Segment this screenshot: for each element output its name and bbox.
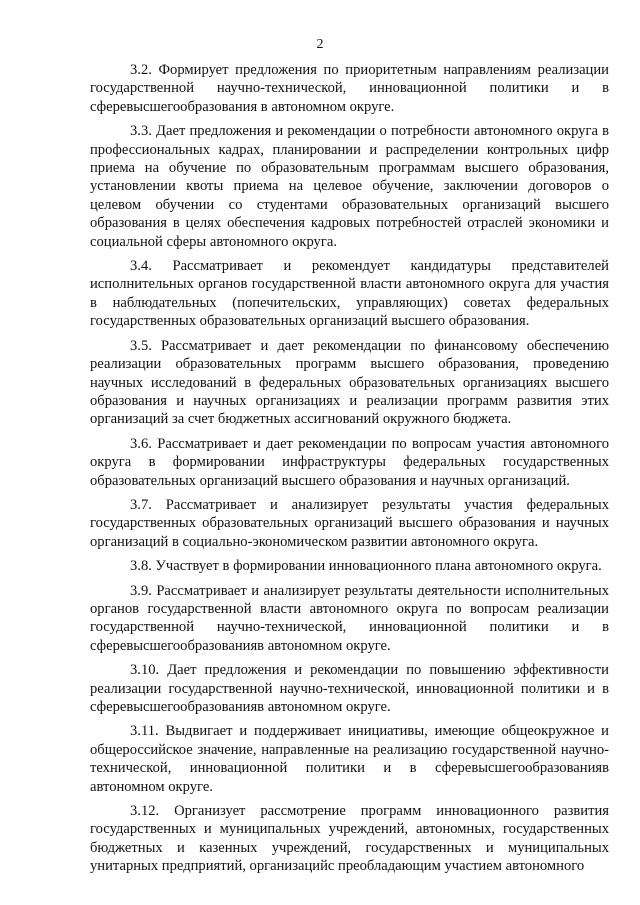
paragraph-3-5: 3.5. Рассматривает и дает рекомендации по финансовому обеспечению реализации образовательных программ высшего образования, проведению научных исследований в федеральных образовательных организациях высшего образования и научных организациях и реализации программ развития этих организаций за счет бюджетных ассигнований окружного бюджета.: [90, 337, 609, 428]
paragraph-3-3: 3.3. Дает предложения и рекомендации о потребности автономного округа в профессиональных кадрах, планировании и распределении контрольных цифр приема на обучение по образовательным программам высшего образования, установлении квоты приема на целевое обучение, заключении договоров о целевом обучении со студентами образовательных организаций высшего образования в целях обеспечения кадровых потребностей отраслей экономики и социальной сферы автономного округа.: [90, 123, 609, 250]
paragraph-3-12: 3.12. Организует рассмотрение программ инновационного развития государственных и муниципальных учреждений, автономных, государственных бюджетных и казенных учреждений, государственных и муниципальных унитарных предприятий, организацийс преобладающим участием автономного: [90, 803, 609, 875]
paragraph-3-7: 3.7. Рассматривает и анализирует результаты участия федеральных государственных образовательных организаций высшего образования и научных организаций в социально-экономическом развитии автономного округа.: [90, 496, 609, 550]
paragraph-3-11: 3.11. Выдвигает и поддерживает инициативы, имеющие общеокружное и общероссийское значение, направленные на реализацию государственной научно-технической, инновационной политики и в сферевысшегообразованияв автономном округе.: [90, 723, 609, 795]
paragraph-3-2: 3.2. Формирует предложения по приоритетным направлениям реализации государственной научно-технической, инновационной политики и в сферевысшегообразования в автономном округе.: [90, 62, 609, 115]
paragraph-3-6: 3.6. Рассматривает и дает рекомендации по вопросам участия автономного округа в формировании инфраструктуры федеральных государственных образовательных организаций высшего образования и научных организаций.: [90, 435, 609, 489]
paragraph-3-9: 3.9. Рассматривает и анализирует результаты деятельности исполнительных органов государственной власти автономного округа по вопросам реализации государственной научно-технической, инновационной политики и в сферевысшегообразованияв автономном округе.: [90, 582, 609, 654]
document-body: [90, 61, 609, 882]
page-number: 2: [316, 37, 324, 52]
paragraph-3-8: 3.8. Участвует в формировании инновационного плана автономного округа.: [130, 558, 602, 575]
paragraph-3-10: 3.10. Дает предложения и рекомендации по повышению эффективности реализации государственной научно-технической, инновационной политики и в сферевысшегообразованияв автономном округе.: [90, 662, 609, 715]
paragraph-3-4: 3.4. Рассматривает и рекомендует кандидатуры представителей исполнительных органов государственной власти автономного округа для участия в наблюдательных (попечительских, управляющих) советах федеральных государственных образовательных организаций высшего образования.: [90, 258, 609, 330]
